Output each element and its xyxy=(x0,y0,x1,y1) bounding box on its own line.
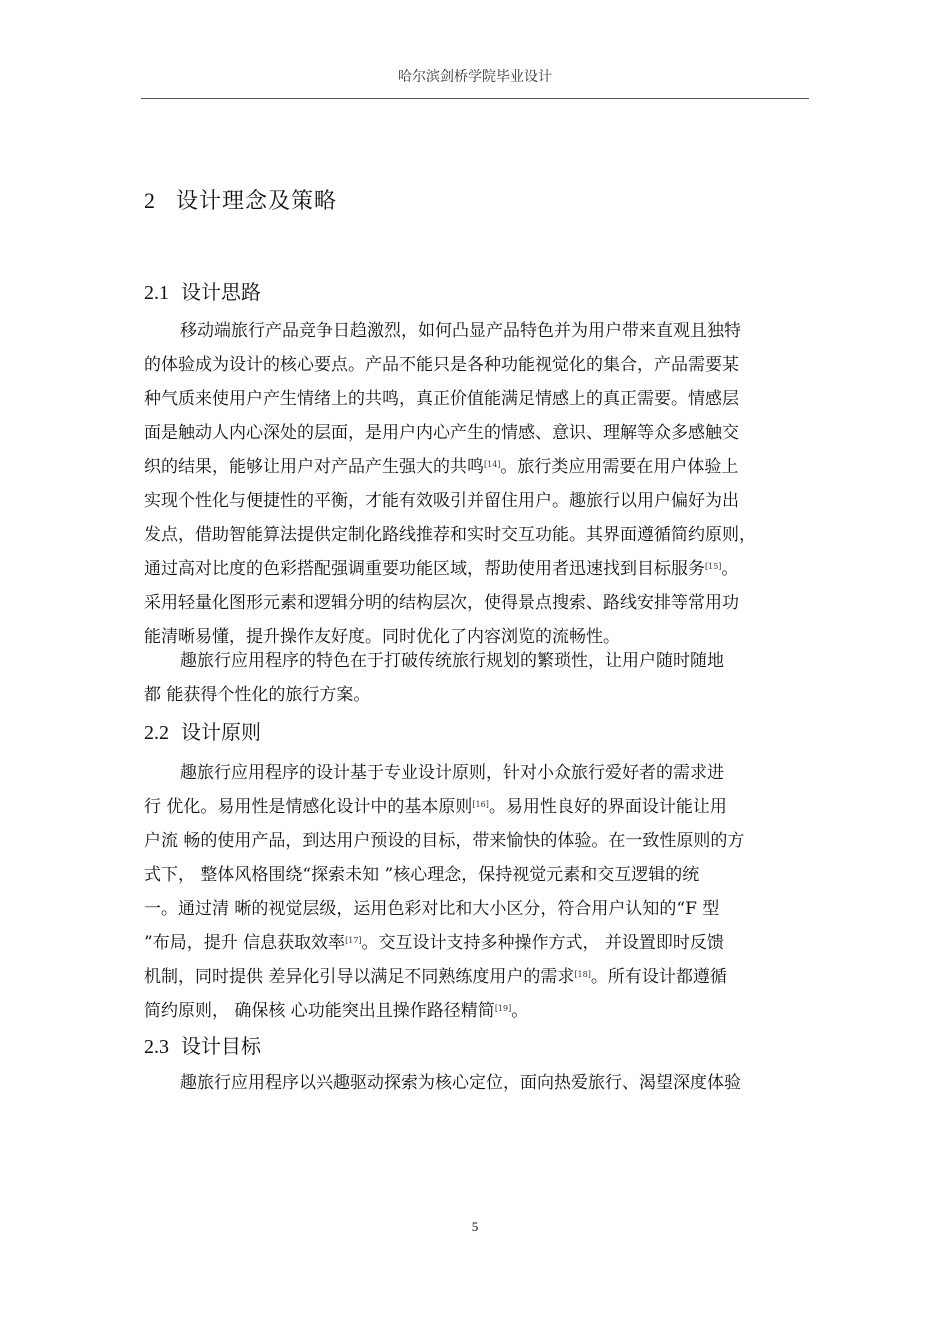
text-line: 面是触动人内心深处的层面，是用户内心产生的情感、意识、理解等众多感触交 xyxy=(144,423,739,443)
chapter-number: 2 xyxy=(144,188,156,213)
text-line: 种气质来使用户产生情绪上的共鸣，真正价值能满足情感上的真正需要。情感层 xyxy=(144,389,739,409)
chapter-title: 设计理念及策略 xyxy=(176,189,338,214)
text-line: 趣旅行应用程序的特色在于打破传统旅行规划的繁琐性，让用户随时随地 xyxy=(180,651,724,671)
text-segment: 。旅行类应用需要在用户体验上 xyxy=(500,457,739,477)
text-line: 能清晰易懂，提升操作友好度。同时优化了内容浏览的流畅性。 xyxy=(144,627,620,647)
text-segment: 。交互设计支持多种操作方式， 并设置即时反馈 xyxy=(361,933,724,953)
section-number: 2.3 xyxy=(144,1036,169,1058)
paragraph-2-1-a xyxy=(144,314,812,654)
text-line: 式下， 整体风格围绕“探索未知 ”核心理念，保持视觉元素和交互逻辑的统 xyxy=(144,865,700,885)
text-line: 移动端旅行产品竞争日趋激烈，如何凸显产品特色并为用户带来直观且独特 xyxy=(180,321,741,341)
citation-18: [18] xyxy=(574,970,591,979)
text-line: 都 能获得个性化的旅行方案。 xyxy=(144,685,371,705)
text-line: 趣旅行应用程序的设计基于专业设计原则，针对小众旅行爱好者的需求进 xyxy=(180,763,724,783)
text-line: 一。通过清 晰的视觉层级，运用色彩对比和大小区分，符合用户认知的“F 型 xyxy=(144,899,720,919)
text-line: 户流 畅的使用产品，到达用户预设的目标，带来愉快的体验。在一致性原则的方 xyxy=(144,831,745,851)
section-number: 2.2 xyxy=(144,722,169,744)
header-divider xyxy=(141,98,809,99)
citation-19: [19] xyxy=(494,1004,512,1013)
text-line xyxy=(144,926,812,960)
text-segment: 行 优化。易用性是情感化设计中的基本原则 xyxy=(144,797,473,817)
citation-14: [14] xyxy=(484,460,501,469)
citation-17: [17] xyxy=(345,936,362,945)
text-line: 趣旅行应用程序以兴趣驱动探索为核心定位，面向热爱旅行、渴望深度体验 xyxy=(180,1073,741,1093)
section-title: 设计原则 xyxy=(181,720,261,744)
text-line: 采用轻量化图形元素和逻辑分明的结构层次，使得景点搜索、路线安排等常用功 xyxy=(144,593,739,613)
text-line xyxy=(144,960,812,994)
text-line: 发点，借助智能算法提供定制化路线推荐和实时交互功能。其界面遵循简约原则， xyxy=(144,525,756,545)
section-heading-2-1 xyxy=(144,276,261,305)
section-heading-2-3 xyxy=(144,1030,261,1059)
section-heading-2-2 xyxy=(144,716,261,745)
paragraph-2-2 xyxy=(144,756,812,1028)
text-line xyxy=(144,552,812,586)
section-title: 设计目标 xyxy=(181,1034,261,1058)
text-line xyxy=(144,450,812,484)
text-segment: 。 xyxy=(511,1001,529,1021)
text-line: 实现个性化与便捷性的平衡，才能有效吸引并留住用户。趣旅行以用户偏好为出 xyxy=(144,491,739,511)
running-header: 哈尔滨剑桥学院毕业设计 xyxy=(398,69,552,85)
text-segment: 。所有设计都遵循 xyxy=(590,967,727,987)
text-segment: 织的结果，能够让用户对产品产生强大的共鸣 xyxy=(144,457,484,477)
text-segment: 通过高对比度的色彩搭配强调重要功能区域，帮助使用者迅速找到目标服务 xyxy=(144,559,705,579)
citation-15: [15] xyxy=(705,562,722,571)
text-segment: 简约原则， 确保核 心功能突出且操作路径精简 xyxy=(144,1001,495,1021)
text-segment: 机制，同时提供 差异化引导以满足不同熟练度用户的需求 xyxy=(144,967,575,987)
text-line: 的体验成为设计的核心要点。产品不能只是各种功能视觉化的集合，产品需要某 xyxy=(144,355,739,375)
text-segment: 。易用性良好的界面设计能让用 xyxy=(488,797,727,817)
section-title: 设计思路 xyxy=(181,280,261,304)
text-segment: 。 xyxy=(721,559,739,579)
paragraph-2-1-b xyxy=(144,644,812,712)
text-segment: ”布局，提升 信息获取效率 xyxy=(144,933,346,953)
page-number: 5 xyxy=(471,1219,479,1234)
section-number: 2.1 xyxy=(144,282,169,304)
citation-16: [16] xyxy=(472,800,489,809)
chapter-heading xyxy=(144,184,337,215)
text-line xyxy=(144,790,812,824)
paragraph-2-3 xyxy=(144,1066,812,1100)
text-line xyxy=(144,994,812,1028)
